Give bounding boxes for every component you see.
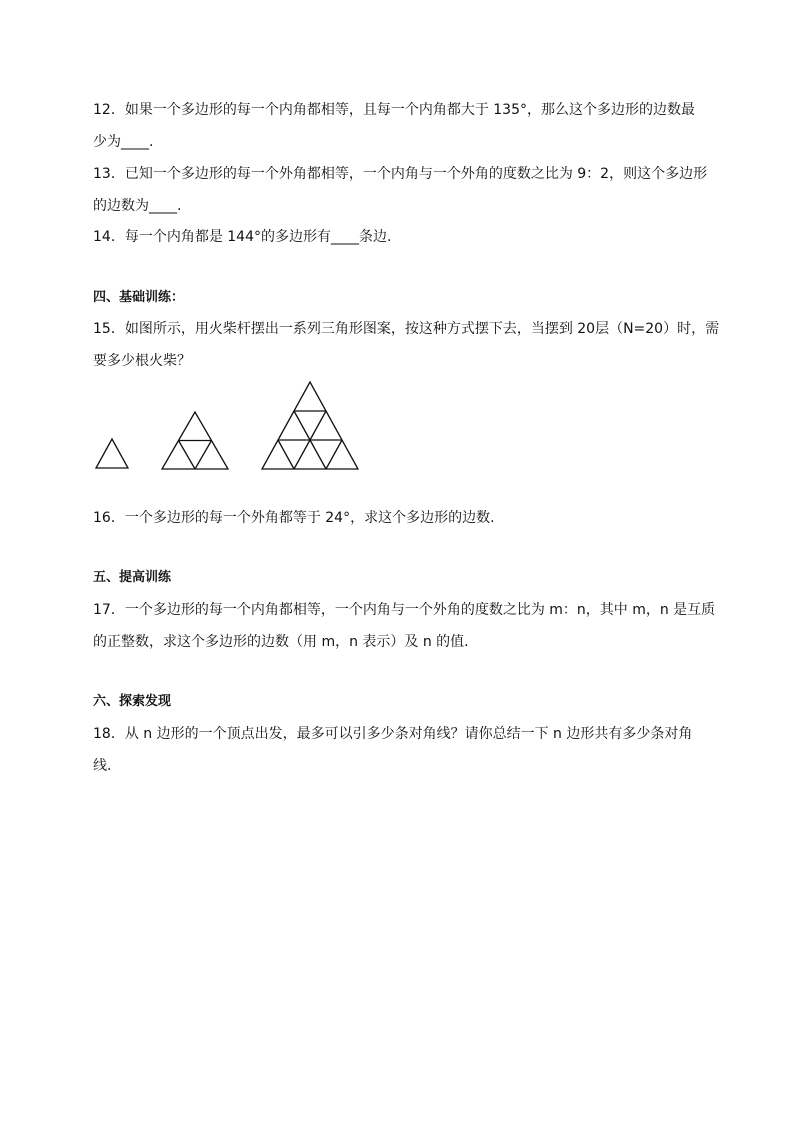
section-5-heading: 五、提高训练 bbox=[93, 570, 172, 585]
question-17-line-2: 的正整数，求这个多边形的边数（用 m，n 表示）及 n 的值. bbox=[93, 634, 469, 650]
triangle-n2 bbox=[162, 412, 228, 469]
question-12-line-1: 12．如果一个多边形的每一个内角都相等，且每一个内角都大于 135°，那么这个多边形的边数最 bbox=[93, 102, 695, 118]
question-17-line-1: 17．一个多边形的每一个内角都相等，一个内角与一个外角的度数之比为 m：n，其中 m，n 是互质 bbox=[93, 602, 716, 618]
question-18-line-2: 线. bbox=[93, 758, 112, 774]
question-14-line-1: 14．每一个内角都是 144°的多边形有____条边. bbox=[93, 229, 392, 245]
question-13-line-2: 的边数为____. bbox=[93, 198, 182, 214]
question-18-line-1: 18．从 n 边形的一个顶点出发，最多可以引多少条对角线？请你总结一下 n 边形共有多少条对角 bbox=[93, 726, 693, 742]
question-16-line-1: 16．一个多边形的每一个外角都等于 24°，求这个多边形的边数. bbox=[93, 510, 495, 526]
matchstick-triangle-figure bbox=[93, 376, 363, 498]
question-15-line-2: 要多少根火柴？ bbox=[93, 353, 191, 369]
question-12-line-2: 少为____. bbox=[93, 134, 154, 150]
triangle-n3 bbox=[262, 382, 358, 469]
question-15-line-1: 15．如图所示，用火柴杆摆出一系列三角形图案，按这种方式摆下去，当摆到 20层（N=20）时，需 bbox=[93, 321, 720, 337]
section-4-heading: 四、基础训练： bbox=[93, 290, 185, 305]
matchstick-triangle-svg bbox=[93, 376, 363, 498]
triangle-n1 bbox=[96, 439, 128, 468]
section-6-heading: 六、探索发现 bbox=[93, 694, 172, 709]
question-13-line-1: 13．已知一个多边形的每一个外角都相等，一个内角与一个外角的度数之比为 9：2，则这个多边形 bbox=[93, 166, 708, 182]
